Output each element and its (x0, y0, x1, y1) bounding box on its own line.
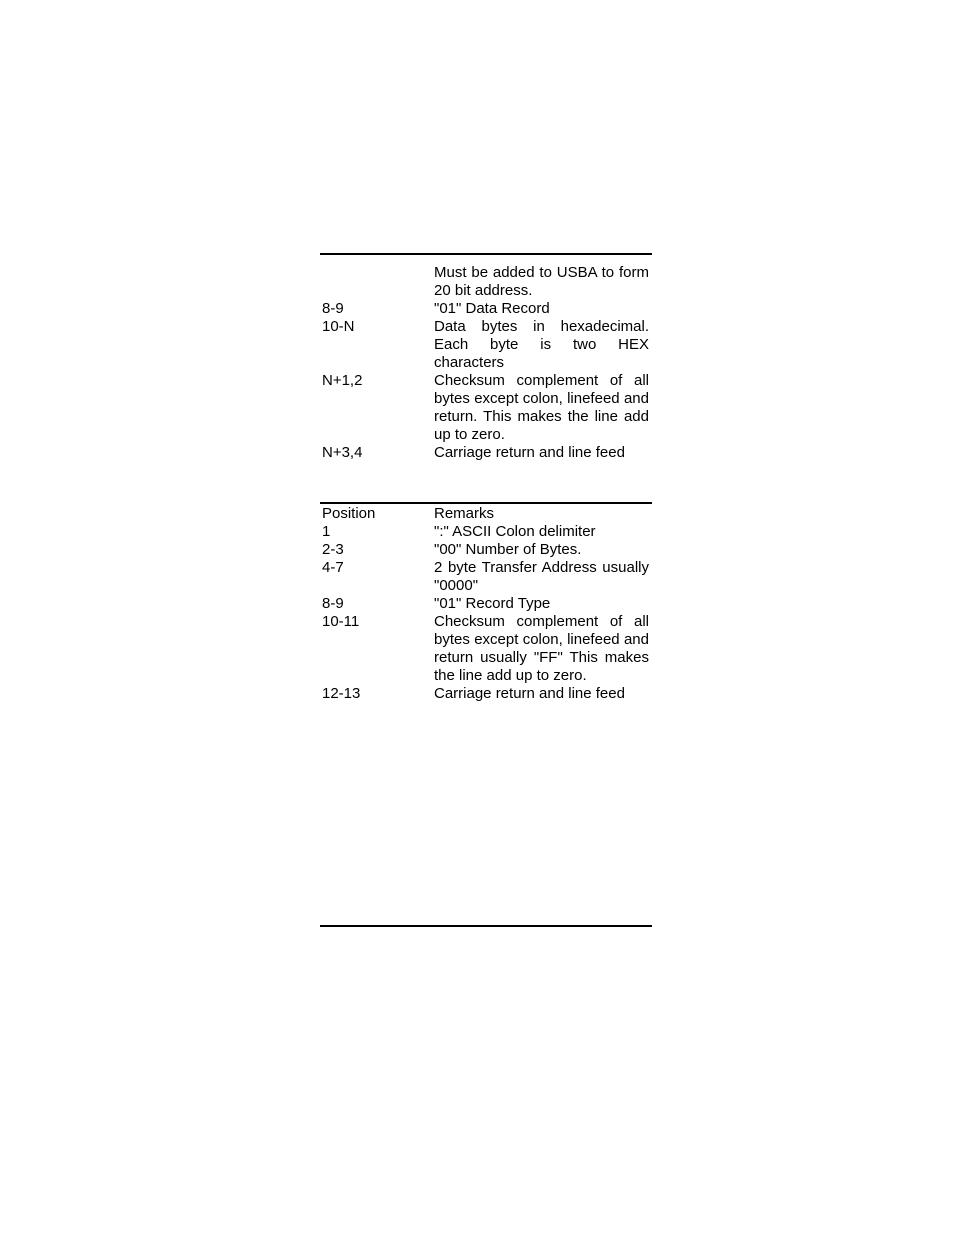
middle-rule (320, 502, 652, 504)
position-cell: N+1,2 (322, 372, 363, 389)
remarks-cell: Data bytes in hexadecimal. Each byte is two HEX characters (434, 318, 649, 371)
data-record-table (322, 264, 650, 462)
position-header: Position (322, 505, 376, 522)
table-row (322, 595, 650, 613)
table-row (322, 300, 650, 318)
remarks-cell: 2 byte Transfer Address usually "0000" (434, 559, 649, 594)
position-cell: 4-7 (322, 559, 344, 576)
end-of-file-record-table (322, 505, 650, 703)
position-cell: 10-11 (322, 613, 360, 630)
position-cell: 8-9 (322, 300, 344, 317)
position-cell: 1 (322, 523, 331, 540)
position-cell: 10-N (322, 318, 355, 335)
position-cell: 2-3 (322, 541, 344, 558)
position-cell: N+3,4 (322, 444, 363, 461)
table-row (322, 444, 650, 462)
bottom-rule (320, 925, 652, 927)
remarks-cell: Carriage return and line feed (434, 685, 625, 702)
position-cell: 12-13 (322, 685, 361, 702)
table-row (322, 318, 650, 372)
remarks-cell: Must be added to USBA to form 20 bit address. (434, 264, 649, 299)
position-cell: 8-9 (322, 595, 344, 612)
table-row (322, 613, 650, 685)
table-row (322, 523, 650, 541)
top-rule (320, 253, 652, 255)
table-header-row (322, 505, 650, 523)
remarks-cell: Checksum complement of all bytes except colon, linefeed and return usually "FF" This makes the line add up to zero. (434, 613, 649, 684)
table-row (322, 559, 650, 595)
remarks-cell: Carriage return and line feed (434, 444, 625, 461)
remarks-cell: "01" Record Type (434, 595, 551, 612)
remarks-cell: ":" ASCII Colon delimiter (434, 523, 596, 540)
remarks-cell: Checksum complement of all bytes except colon, linefeed and return. This makes the line add up to zero. (434, 372, 649, 443)
remarks-header: Remarks (434, 505, 495, 522)
table-row (322, 372, 650, 444)
remarks-cell: "00" Number of Bytes. (434, 541, 582, 558)
table-row (322, 685, 650, 703)
table-row (322, 264, 650, 300)
remarks-cell: "01" Data Record (434, 300, 550, 317)
table-row (322, 541, 650, 559)
